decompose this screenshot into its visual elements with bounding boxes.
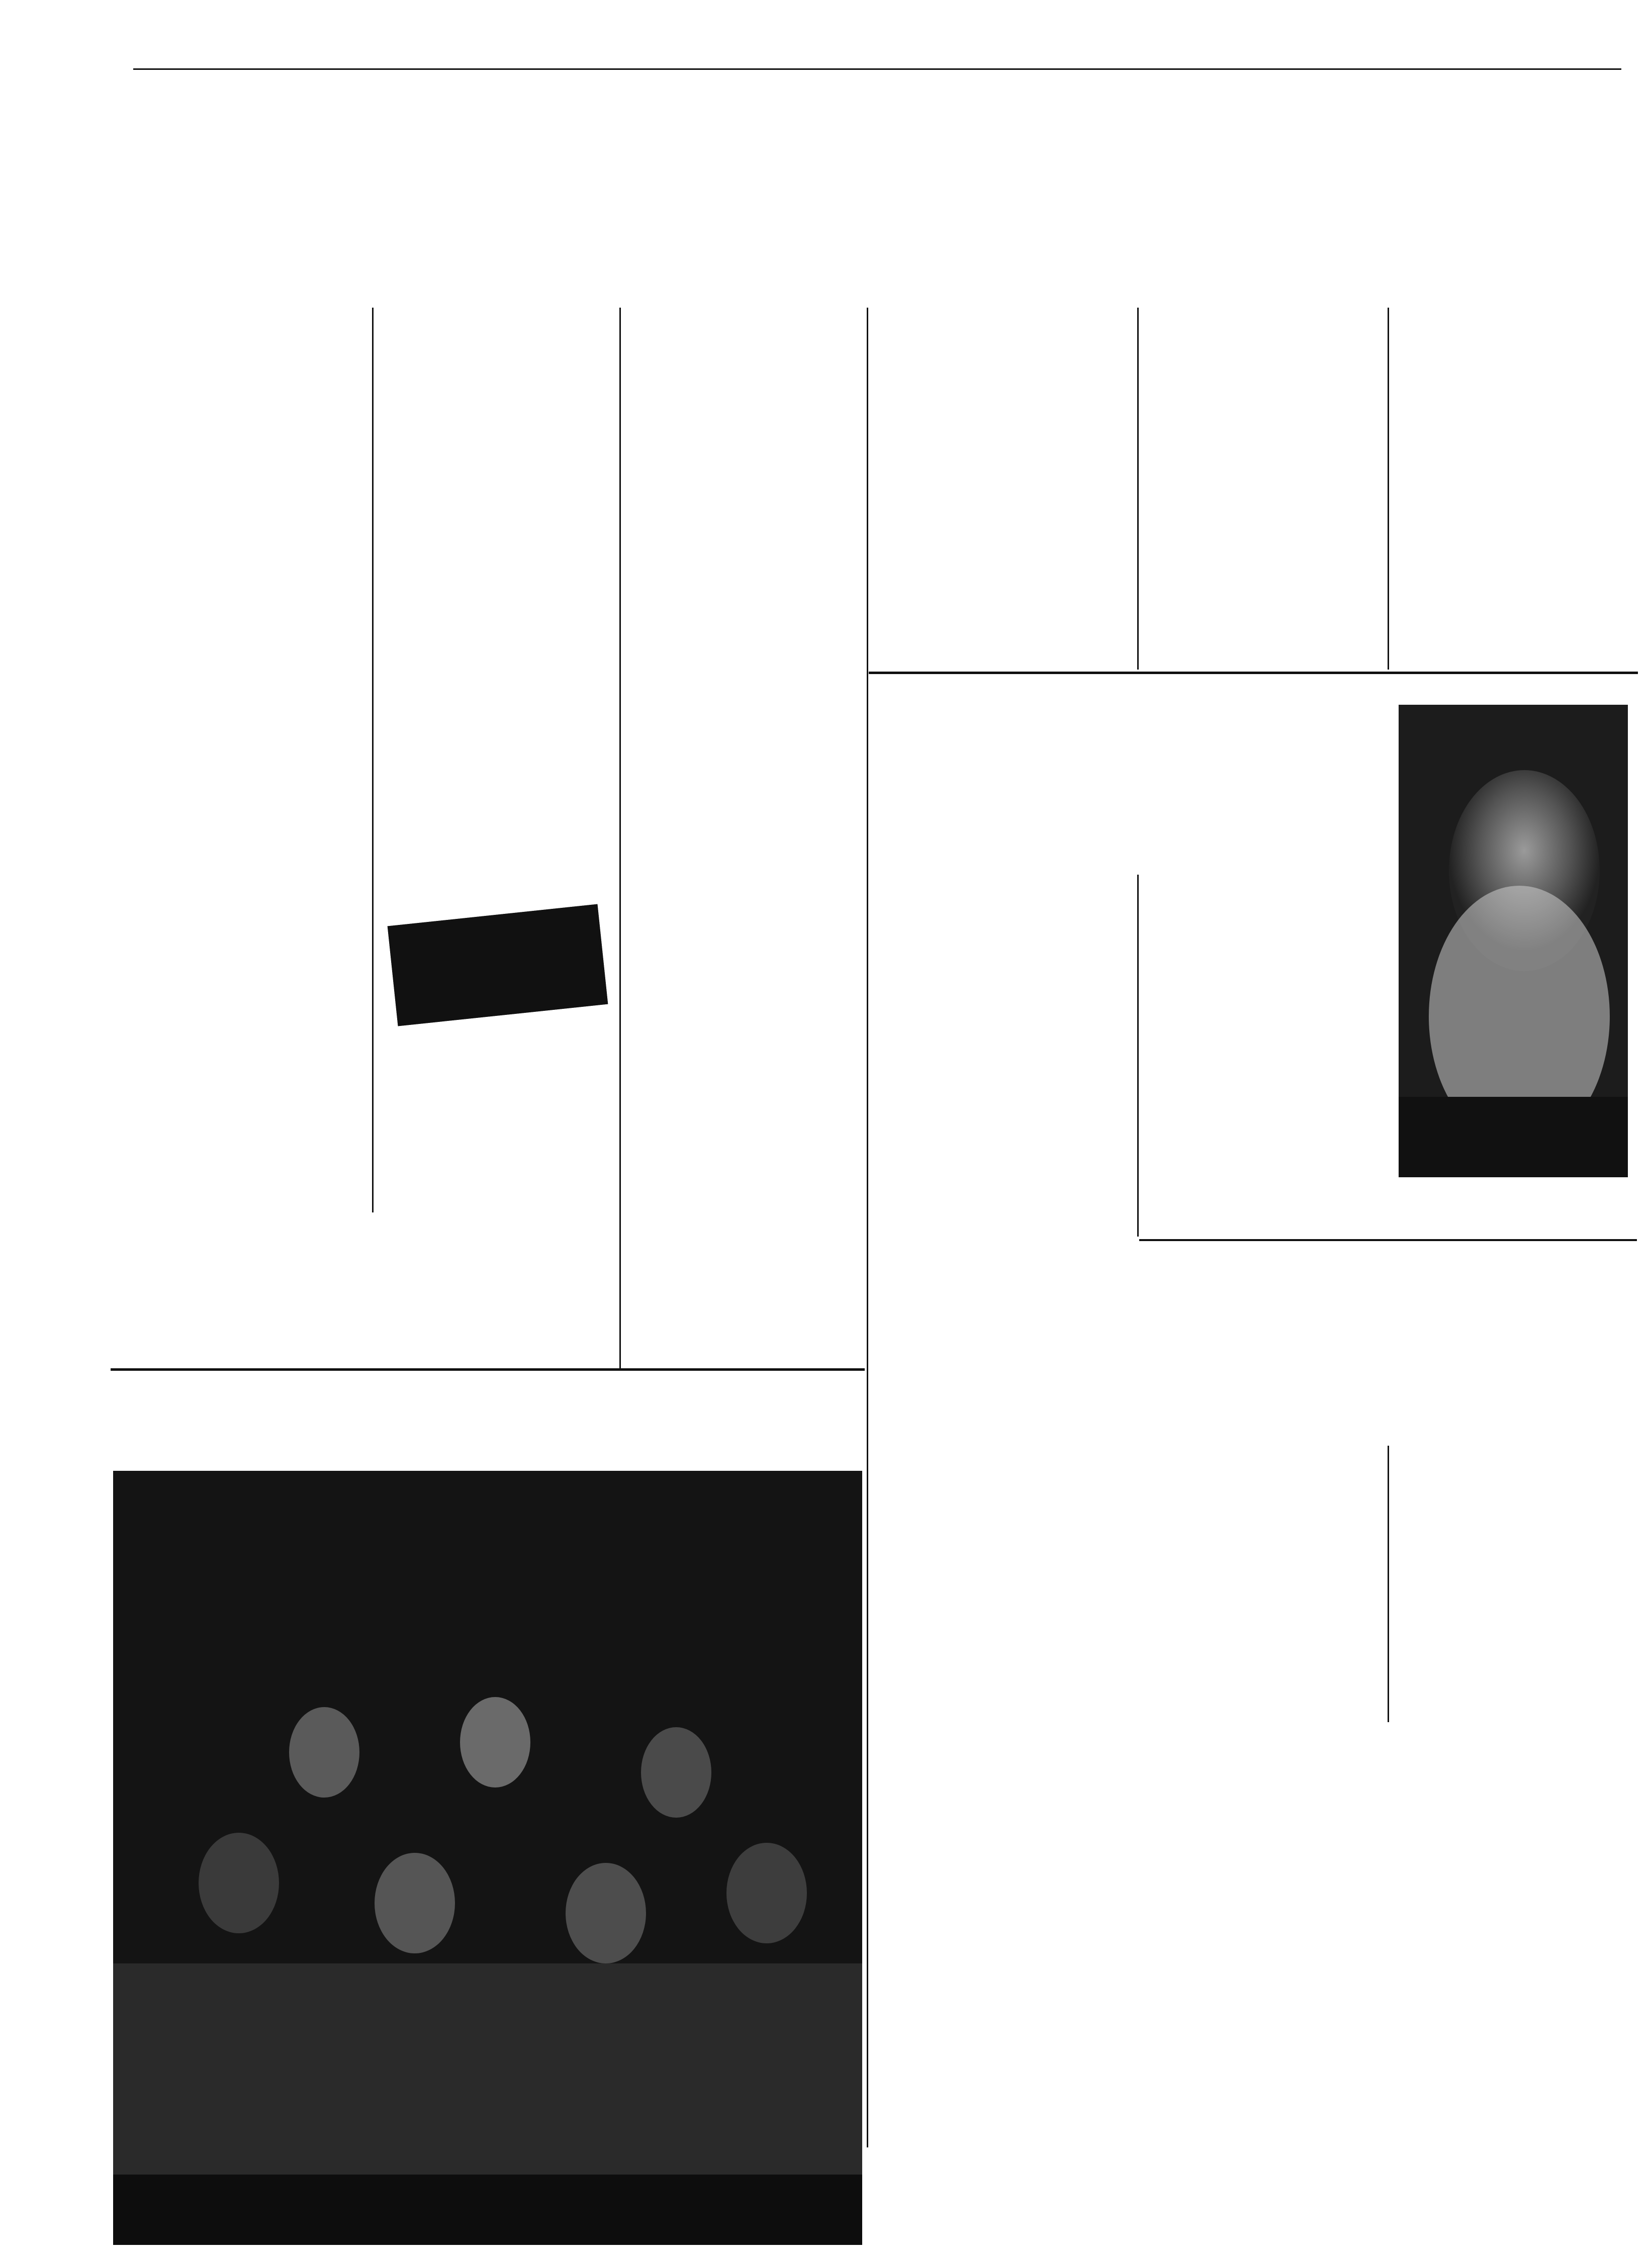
column-rule	[619, 308, 621, 1368]
livros-col2	[1143, 875, 1385, 1237]
column-rule	[1137, 875, 1139, 1237]
stamp-line	[391, 914, 596, 935]
section-rule	[111, 1368, 865, 1371]
column-rule	[1388, 1446, 1389, 1722]
masthead-rule	[133, 68, 1621, 70]
stamp-line	[391, 914, 596, 935]
regisconta-photo	[113, 1471, 862, 2245]
section-rule	[1139, 1239, 1637, 1241]
column-rule	[867, 308, 868, 2147]
colonia-col2	[1394, 1446, 1635, 1727]
section-rule	[869, 672, 1638, 674]
celebration-photo-image	[113, 1471, 862, 2245]
main-article-col6	[1394, 308, 1635, 629]
main-article-col5	[1143, 308, 1385, 670]
stamp-line	[391, 914, 596, 935]
tomaz-da-fonseca-photo	[1399, 705, 1628, 1177]
livros-col1	[873, 875, 1134, 1719]
column-rule	[1388, 308, 1389, 670]
portrait-image	[1399, 705, 1628, 1177]
main-article-col1	[130, 308, 367, 901]
main-article-col2-cont	[378, 1047, 614, 1368]
column-rule	[372, 308, 374, 1212]
main-article-col3	[625, 308, 862, 1368]
main-article-col2	[378, 443, 614, 906]
column-rule	[1137, 308, 1139, 670]
main-article-col4	[873, 308, 1134, 670]
colonia-col1	[1142, 1446, 1384, 1727]
le-monde-stamp	[388, 904, 608, 1026]
stamp-line	[391, 914, 596, 935]
